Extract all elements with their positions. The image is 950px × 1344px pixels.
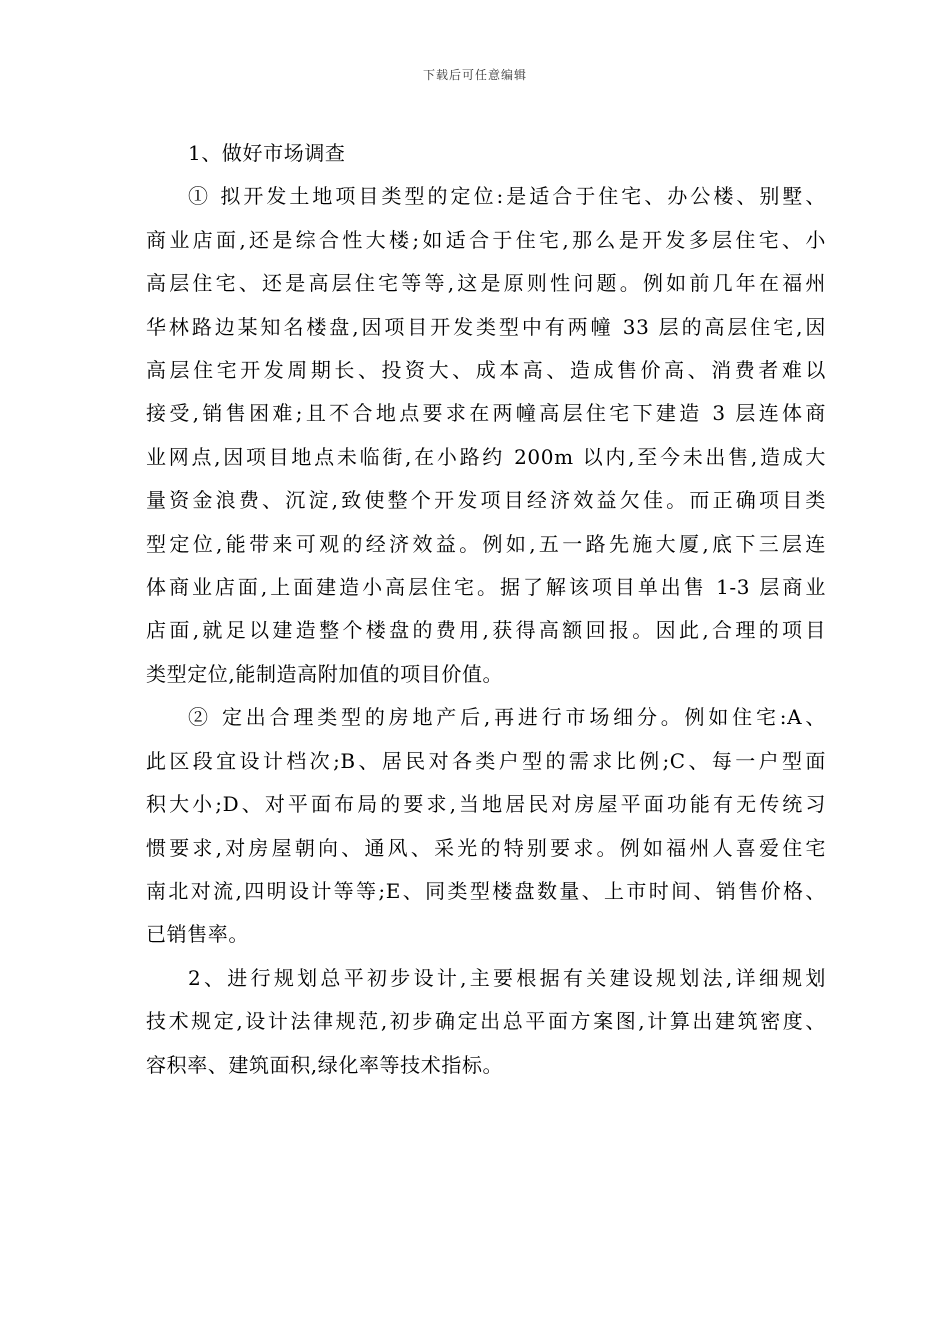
text-line: 量资金浪费、沉淀,致使整个开发项目经济效益欠佳。而正确项目类	[146, 488, 826, 513]
text-line: 高层住宅、还是高层住宅等等,这是原则性问题。例如前几年在福州	[146, 271, 826, 296]
document-body	[146, 132, 826, 1087]
text-line: ② 定出合理类型的房地产后,再进行市场细分。例如住宅:A、	[188, 705, 826, 730]
section-heading-market-survey	[146, 132, 826, 175]
text-line: 2、进行规划总平初步设计,主要根据有关建设规划法,详细规划	[188, 965, 826, 990]
text-line: 已销售率。	[146, 922, 249, 947]
text-line: 高层住宅开发周期长、投资大、成本高、造成售价高、消费者难以	[146, 358, 826, 383]
text-line: 南北对流,四明设计等等;E、同类型楼盘数量、上市时间、销售价格、	[146, 878, 826, 903]
text-line: 华林路边某知名楼盘,因项目开发类型中有两幢 33 层的高层住宅,因	[146, 314, 826, 339]
paragraph-project-type-positioning	[146, 175, 826, 696]
paragraph-market-segmentation	[146, 696, 826, 956]
paragraph-preliminary-design	[146, 957, 826, 1087]
text-line: 接受,销售困难;且不合地点要求在两幢高层住宅下建造 3 层连体商	[146, 401, 826, 426]
text-line: 型定位,能带来可观的经济效益。例如,五一路先施大厦,底下三层连	[146, 531, 826, 556]
text-line: 店面,就足以建造整个楼盘的费用,获得高额回报。因此,合理的项目	[146, 618, 826, 643]
text-line: 业网点,因项目地点未临街,在小路约 200m 以内,至今未出售,造成大	[146, 444, 826, 469]
text-line: 体商业店面,上面建造小高层住宅。据了解该项目单出售 1-3 层商业	[146, 575, 826, 600]
text-line: 类型定位,能制造高附加值的项目价值。	[146, 661, 504, 686]
text-line: ① 拟开发土地项目类型的定位:是适合于住宅、办公楼、别墅、	[188, 184, 826, 209]
text-line: 容积率、建筑面积,绿化率等技术指标。	[146, 1052, 504, 1077]
text-line: 积大小;D、对平面布局的要求,当地居民对房屋平面功能有无传统习	[146, 792, 826, 817]
text-line: 1、做好市场调查	[188, 141, 346, 165]
page-header-note: 下载后可任意编辑	[422, 68, 527, 82]
text-line: 技术规定,设计法律规范,初步确定出总平面方案图,计算出建筑密度、	[146, 1009, 826, 1034]
text-line: 惯要求,对房屋朝向、通风、采光的特别要求。例如福州人喜爱住宅	[146, 835, 826, 860]
text-line: 商业店面,还是综合性大楼;如适合于住宅,那么是开发多层住宅、小	[146, 227, 826, 252]
text-line: 此区段宜设计档次;B、居民对各类户型的需求比例;C、每一户型面	[146, 748, 826, 773]
